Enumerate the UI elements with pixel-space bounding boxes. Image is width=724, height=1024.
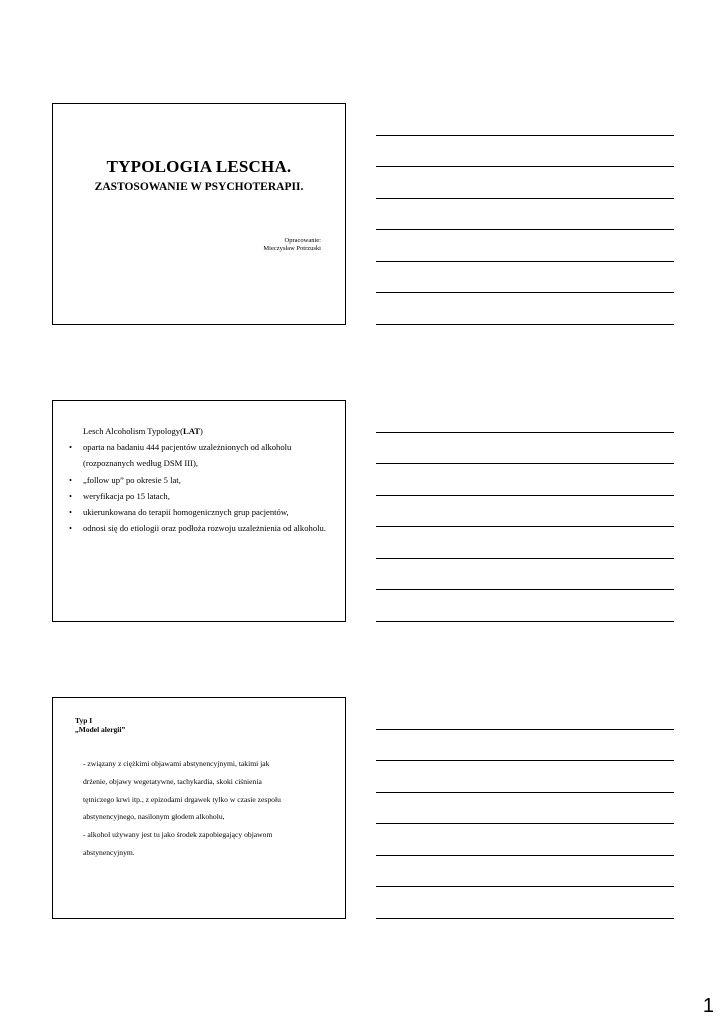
note-line bbox=[376, 823, 674, 824]
note-line bbox=[376, 558, 674, 559]
bullet-icon: • bbox=[69, 474, 73, 485]
note-line bbox=[376, 886, 674, 887]
body-line: - związany z ciężkimi objawami abstynencyjnymi, takimi jak bbox=[83, 759, 270, 768]
note-line bbox=[376, 589, 674, 590]
bullet-icon: • bbox=[69, 442, 73, 453]
list-item bbox=[69, 439, 335, 471]
body-line: abstynencyjnego, nasilonym głodem alkoholu, bbox=[83, 812, 225, 822]
note-line bbox=[376, 855, 674, 856]
bullet-icon: • bbox=[69, 507, 73, 518]
list-item-text: „follow up” po okresie 5 lat, bbox=[83, 474, 181, 485]
author-block bbox=[263, 237, 321, 253]
body-line: tętniczego krwi itp., z epizodami drgawek tylko w czasie zespołu bbox=[83, 794, 281, 804]
heading-text: Lesch Alcoholism Typology( bbox=[83, 426, 183, 436]
note-line bbox=[376, 760, 674, 761]
slide-1 bbox=[52, 103, 346, 325]
heading-acronym: LAT bbox=[182, 426, 201, 436]
note-line bbox=[376, 166, 674, 167]
slide-subtitle: ZASTOSOWANIE W PSYCHOTERAPII. bbox=[94, 181, 304, 193]
list-item bbox=[69, 472, 335, 488]
list-item bbox=[69, 488, 335, 504]
list-item-text: weryfikacja po 15 latach, bbox=[83, 490, 170, 501]
slide-body bbox=[83, 755, 331, 862]
note-line bbox=[376, 261, 674, 262]
page-number: 1 bbox=[702, 995, 714, 1017]
note-line bbox=[376, 621, 674, 622]
note-line bbox=[376, 229, 674, 230]
note-line bbox=[376, 792, 674, 793]
note-line bbox=[376, 324, 674, 325]
note-line bbox=[376, 135, 674, 136]
list-item bbox=[69, 520, 335, 536]
bullet-list bbox=[69, 439, 335, 536]
note-line bbox=[376, 198, 674, 199]
slide-body bbox=[69, 423, 335, 536]
author-label: Opracowanie: bbox=[284, 237, 321, 244]
note-line bbox=[376, 918, 674, 919]
body-line: - alkohol używany jest tu jako środek zapobiegający objawom bbox=[83, 830, 273, 840]
list-item-text: oparta na badaniu 444 pacjentów uzależnionych od alkoholu (rozpoznanych według DSM III), bbox=[83, 442, 292, 469]
type-label: Typ I bbox=[75, 716, 93, 725]
body-line: drżenie, objawy wegetatywne, tachykardia, skoki ciśnienia bbox=[83, 776, 262, 786]
list-item-text: ukierunkowana do terapii homogenicznych grup pacjentów, bbox=[83, 507, 289, 518]
slide-title: TYPOLOGIA LESCHA. bbox=[106, 157, 292, 176]
author-name: Mieczysław Potrzuski bbox=[263, 245, 321, 252]
slide-heading bbox=[83, 423, 335, 439]
note-line bbox=[376, 526, 674, 527]
body-line: abstynencyjnym. bbox=[83, 847, 135, 857]
bullet-icon: • bbox=[69, 523, 73, 534]
slide-heading bbox=[75, 716, 125, 734]
slide-3 bbox=[52, 697, 346, 919]
model-label: „Model alergii” bbox=[75, 725, 126, 734]
heading-suffix: ) bbox=[200, 426, 203, 436]
list-item-text: odnosi się do etiologii oraz podłoża rozwoju uzależnienia od alkoholu. bbox=[83, 523, 326, 534]
slide-2 bbox=[52, 400, 346, 622]
note-line bbox=[376, 495, 674, 496]
bullet-icon: • bbox=[69, 490, 73, 501]
list-item bbox=[69, 504, 335, 520]
note-line bbox=[376, 463, 674, 464]
note-line bbox=[376, 729, 674, 730]
note-line bbox=[376, 292, 674, 293]
note-line bbox=[376, 432, 674, 433]
